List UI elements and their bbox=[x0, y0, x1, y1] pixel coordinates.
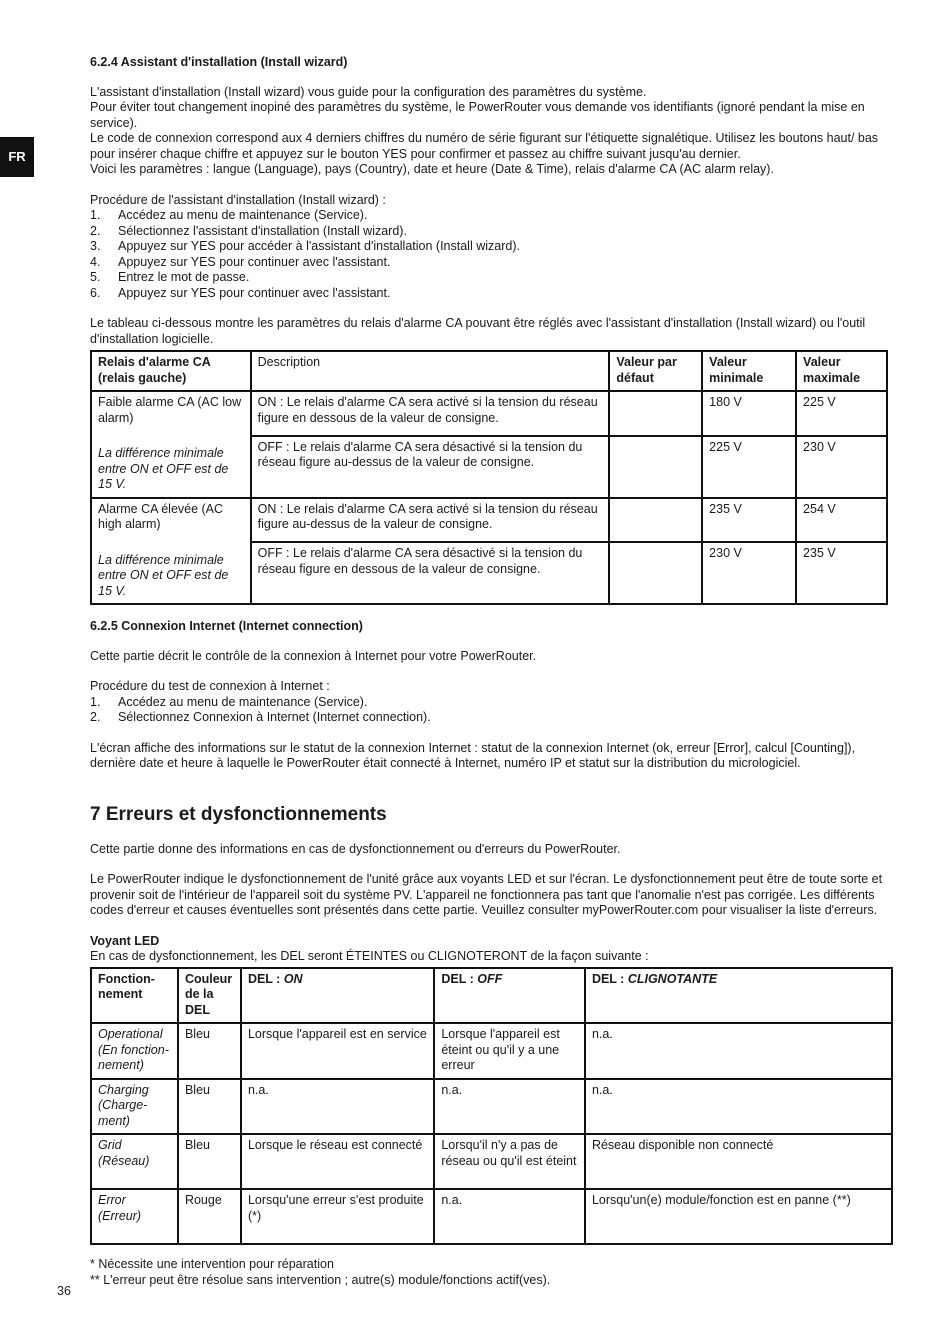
table-cell: Charging (Charge-ment) bbox=[91, 1079, 178, 1135]
list-item: 6. Appuyez sur YES pour continuer avec l'assistant. bbox=[90, 285, 391, 300]
table-cell: Error (Erreur) bbox=[91, 1189, 178, 1244]
table-cell: 180 V bbox=[702, 391, 796, 436]
table-cell bbox=[609, 391, 702, 436]
table-header-row bbox=[91, 968, 892, 1024]
table-intro: Le tableau ci-dessous montre les paramètres du relais d'alarme CA pouvant être réglés avec l'assistant d'installation (Install wizard) ou l'outil d'installation logicielle. bbox=[90, 316, 866, 346]
table-header: DEL : ON bbox=[241, 968, 434, 1024]
section-heading-6-2-5: 6.2.5 Connexion Internet (Internet connection) bbox=[90, 619, 363, 633]
footnote: ** L'erreur peut être résolue sans intervention ; autre(s) module/fonctions actif(ves). bbox=[90, 1272, 551, 1287]
table-cell: ON : Le relais d'alarme CA sera activé si la tension du réseau figure au-dessus de la valeur de consigne. bbox=[251, 498, 610, 543]
table-cell: Lorsqu'il n'y a pas de réseau ou qu'il est éteint bbox=[434, 1134, 585, 1189]
paragraph: L'assistant d'installation (Install wizard) vous guide pour la configuration des paramètres du système. bbox=[90, 84, 647, 99]
table-row bbox=[91, 1023, 892, 1079]
table-cell: Bleu bbox=[178, 1134, 241, 1189]
internet-steps-list bbox=[90, 695, 895, 726]
table-cell bbox=[609, 436, 702, 498]
procedure-title: Procédure du test de connexion à Internet : bbox=[90, 679, 330, 693]
list-item: 3. Appuyez sur YES pour accéder à l'assistant d'installation (Install wizard). bbox=[90, 239, 520, 253]
table-row bbox=[91, 498, 887, 543]
paragraph: Cette partie donne des informations en cas de dysfonctionnement ou d'erreurs du PowerRouter. bbox=[90, 841, 621, 856]
paragraph: Le code de connexion correspond aux 4 derniers chiffres du numéro de série figurant sur l'étiquette signalétique. Utilisez les boutons haut/ bas pour insérer chaque chiffre et appuyez sur le bouton YES pour confirmer et passez au chiffre suivant jusqu'au dernier. bbox=[90, 131, 879, 161]
paragraph: Le PowerRouter indique le dysfonctionnement de l'unité grâce aux voyants LED et sur l'écran. Le dysfonctionnement peut être de toute sorte et provenir soit de l'intérieur de l'appareil soit du système PV. L'appareil ne fonctionnera pas tant que l'anomalie n'est pas corrigée. Les différents codes d'erreur et causes éventuelles sont présentés dans cette partie. Veuillez consulter myPowerRouter.com pour visualiser la liste d'erreurs. bbox=[90, 872, 883, 917]
table-cell: Operational (En fonction-nement) bbox=[91, 1023, 178, 1079]
table-cell: 230 V bbox=[702, 542, 796, 604]
table-header: Fonction-nement bbox=[91, 968, 178, 1024]
paragraph: Pour éviter tout changement inopiné des paramètres du système, le PowerRouter vous demande vos identifiants (ignoré pendant la mise en service). bbox=[90, 100, 865, 130]
table-row bbox=[91, 391, 887, 436]
table-cell: n.a. bbox=[585, 1079, 892, 1135]
table-cell: Bleu bbox=[178, 1023, 241, 1079]
language-tab: FR bbox=[0, 137, 34, 177]
table-header-row bbox=[91, 351, 887, 391]
list-item: 2. Sélectionnez Connexion à Internet (Internet connection). bbox=[90, 710, 431, 724]
table-cell: 225 V bbox=[796, 391, 887, 436]
table-cell: 235 V bbox=[796, 542, 887, 604]
table-cell: 230 V bbox=[796, 436, 887, 498]
table-cell: 235 V bbox=[702, 498, 796, 543]
list-item: 1. Accédez au menu de maintenance (Service). bbox=[90, 208, 368, 222]
table-cell: 225 V bbox=[702, 436, 796, 498]
led-section-title: Voyant LED bbox=[90, 933, 160, 948]
footnotes bbox=[90, 1257, 895, 1288]
table-row bbox=[91, 1079, 892, 1135]
table-header: Description bbox=[251, 351, 610, 391]
table-header: Valeur par défaut bbox=[609, 351, 702, 391]
led-status-table bbox=[90, 967, 893, 1246]
wizard-steps-list bbox=[90, 208, 895, 301]
table-cell: Alarme CA élevée (AC high alarm) La différence minimale entre ON et OFF est de 15 V. bbox=[91, 498, 251, 605]
paragraph: Cette partie décrit le contrôle de la connexion à Internet pour votre PowerRouter. bbox=[90, 648, 537, 663]
table-cell: Lorsque l'appareil est en service bbox=[241, 1023, 434, 1079]
table-cell: Réseau disponible non connecté bbox=[585, 1134, 892, 1189]
table-cell: n.a. bbox=[241, 1079, 434, 1135]
paragraph: L'écran affiche des informations sur le statut de la connexion Internet : statut de la connexion Internet (ok, erreur [Error], calcul [Counting]), dernière date et heure à laquelle le PowerRouter était connecté à Internet, numéro IP et statut sur la distribution du micrologiciel. bbox=[90, 740, 856, 770]
paragraph: Voici les paramètres : langue (Language), pays (Country), date et heure (Date & Time), relais d'alarme CA (AC alarm relay). bbox=[90, 162, 774, 176]
page-content bbox=[90, 55, 895, 1288]
table-header: Couleur de la DEL bbox=[178, 968, 241, 1024]
footnote: * Nécessite une intervention pour réparation bbox=[90, 1257, 334, 1271]
table-header: DEL : OFF bbox=[434, 968, 585, 1024]
procedure-title: Procédure de l'assistant d'installation (Install wizard) : bbox=[90, 192, 386, 207]
table-header: Valeur maximale bbox=[796, 351, 887, 391]
paragraph: En cas de dysfonctionnement, les DEL seront ÉTEINTES ou CLIGNOTERONT de la façon suivante : bbox=[90, 949, 649, 963]
table-cell bbox=[609, 542, 702, 604]
table-cell: n.a. bbox=[585, 1023, 892, 1079]
table-cell: OFF : Le relais d'alarme CA sera désactivé si la tension du réseau figure en dessous de la valeur de consigne. bbox=[251, 542, 610, 604]
table-header: Relais d'alarme CA (relais gauche) bbox=[91, 351, 251, 391]
list-item: 1. Accédez au menu de maintenance (Service). bbox=[90, 694, 368, 709]
table-cell: Lorsqu'un(e) module/fonction est en panne (**) bbox=[585, 1189, 892, 1244]
chapter-heading: 7 Erreurs et dysfonctionnements bbox=[90, 803, 387, 825]
table-cell: Lorsque le réseau est connecté bbox=[241, 1134, 434, 1189]
page-number: 36 bbox=[57, 1284, 71, 1298]
table-cell: n.a. bbox=[434, 1079, 585, 1135]
table-cell: Lorsqu'une erreur s'est produite (*) bbox=[241, 1189, 434, 1244]
list-item: 2. Sélectionnez l'assistant d'installation (Install wizard). bbox=[90, 223, 407, 238]
table-cell: ON : Le relais d'alarme CA sera activé si la tension du réseau figure en dessous de la valeur de consigne. bbox=[251, 391, 610, 436]
table-cell: Grid (Réseau) bbox=[91, 1134, 178, 1189]
table-cell bbox=[609, 498, 702, 543]
table-cell: Bleu bbox=[178, 1079, 241, 1135]
list-item: 4. Appuyez sur YES pour continuer avec l'assistant. bbox=[90, 254, 391, 269]
ac-alarm-relay-table bbox=[90, 350, 888, 605]
table-cell: OFF : Le relais d'alarme CA sera désactivé si la tension du réseau figure au-dessus de la valeur de consigne. bbox=[251, 436, 610, 498]
table-row bbox=[91, 1134, 892, 1189]
table-cell: 254 V bbox=[796, 498, 887, 543]
section-heading-6-2-4: 6.2.4 Assistant d'installation (Install wizard) bbox=[90, 55, 348, 69]
list-item: 5. Entrez le mot de passe. bbox=[90, 270, 250, 284]
table-header: Valeur minimale bbox=[702, 351, 796, 391]
table-cell: Rouge bbox=[178, 1189, 241, 1244]
table-cell: n.a. bbox=[434, 1189, 585, 1244]
table-cell: Faible alarme CA (AC low alarm) La différence minimale entre ON et OFF est de 15 V. bbox=[91, 391, 251, 498]
table-header: DEL : CLIGNOTANTE bbox=[585, 968, 892, 1024]
table-row bbox=[91, 1189, 892, 1244]
table-cell: Lorsque l'appareil est éteint ou qu'il y a une erreur bbox=[434, 1023, 585, 1079]
